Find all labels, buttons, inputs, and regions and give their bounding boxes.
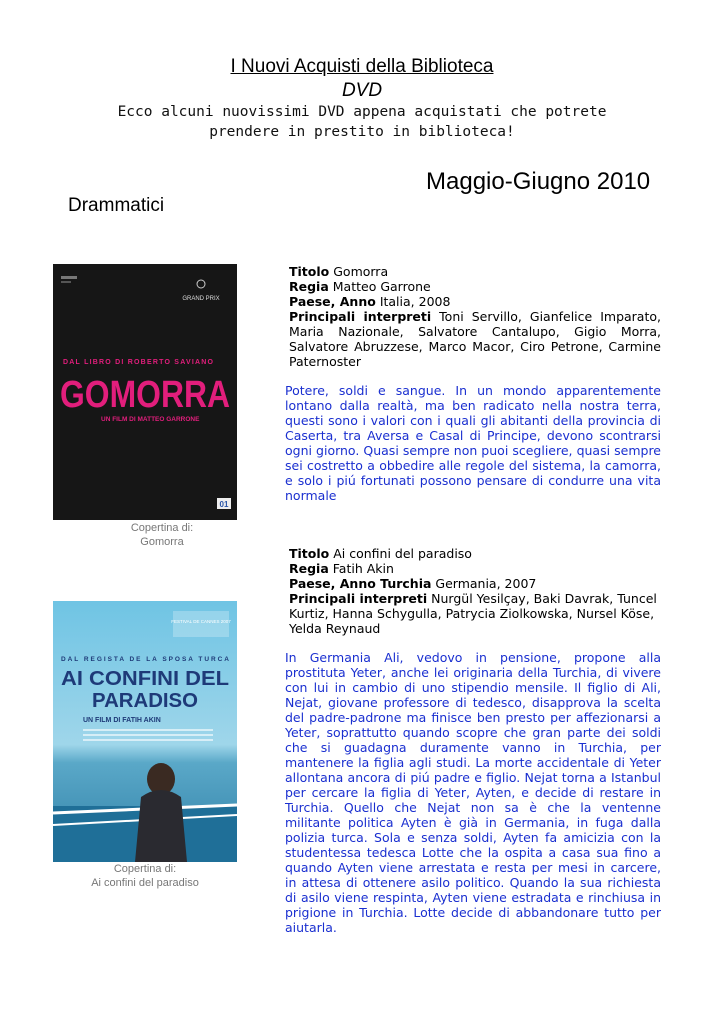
intro-text bbox=[40, 102, 684, 142]
country-row bbox=[289, 294, 661, 309]
title-value: Ai confini del paradiso bbox=[333, 546, 472, 561]
cast-label: Principali interpreti bbox=[289, 591, 428, 606]
director-value: Fatih Akin bbox=[332, 561, 394, 576]
cover-top-text: DAL LIBRO DI ROBERTO SAVIANO bbox=[63, 359, 213, 366]
director-row bbox=[289, 279, 661, 294]
film-info-paradiso bbox=[289, 546, 661, 636]
cover-main-title: GOMORRA bbox=[60, 374, 230, 416]
cover-publisher: 01 bbox=[219, 500, 229, 509]
title-label: Titolo bbox=[289, 264, 330, 279]
cast-row bbox=[289, 309, 661, 369]
country-label: Paese, Anno bbox=[289, 294, 376, 309]
cast-row bbox=[289, 591, 661, 636]
caption-line-1: Copertina di: bbox=[113, 863, 177, 875]
film-info-gomorra bbox=[289, 264, 661, 369]
cast-value: Toni Servillo, Gianfelice Imparato, Maria Nazionale, Salvatore Cantalupo, Gigio Morra, Salvatore Abruzzese, Marco Macor, Ciro Petrone, Carmine Paternoster bbox=[289, 309, 661, 369]
caption-paradiso bbox=[53, 862, 237, 890]
cover-gomorra-art bbox=[53, 264, 237, 520]
director-value: Matteo Garrone bbox=[332, 279, 431, 294]
page-subtitle: DVD bbox=[341, 80, 383, 101]
cover-gomorra bbox=[53, 264, 237, 520]
title-value: Gomorra bbox=[333, 264, 389, 279]
cover-bottom-text: UN FILM DI MATTEO GARRONE bbox=[101, 416, 200, 423]
director-label: Regia bbox=[289, 561, 329, 576]
page-title: I Nuovi Acquisti della Biblioteca bbox=[230, 56, 494, 77]
director-row bbox=[289, 561, 661, 576]
title-row bbox=[289, 264, 661, 279]
cast-label: Principali interpreti bbox=[289, 309, 432, 324]
caption-gomorra bbox=[53, 521, 271, 549]
cover-top-text: DAL REGISTA DE LA SPOSA TURCA bbox=[61, 656, 229, 663]
cover-festival: FESTIVAL DE CANNES 2007 bbox=[171, 619, 231, 624]
cover-main-line-2: PARADISO bbox=[92, 690, 198, 712]
synopsis-paradiso: In Germania Ali, vedovo in pensione, propone alla prostituta Yeter, anche lei originaria della Turchia, di vivere con lui in cambio di uno stipendio mensile. Il figlio di Ali, Nejat, giovane professore di tedesco, disapprova la scelta del padre-padrone ma finisce ben presto per affezionarsi a Yeter, soprattutto quando scopre che gran parte dei soldi che si guadagna duramente vanno in Turchia, per mantenere la figlia agli studi. La morte accidentale di Yeter allontana ancora di piú padre e figlio. Nejat torna a Istanbul per cercare la figlia di Yeter, Ayten, e decide di restare in Turchia. Quello che Nejat non sa è che la ventenne militante politica Ayten è già in Germania, in fuga dalla polizia turca. Sola e senza soldi, Ayten fa amicizia con la studentessa tedesca Lotte che la ospita a casa sua fino a quando Ayten viene arrestata e resta per mesi in carcere, in attesa di ottenere asilo politico. Quando la sua richiesta di asilo viene respinta, Ayten viene estradata e rinchiusa in prigione in Turchia. Lotte decide di abbandonare tutto per aiutarla. bbox=[285, 650, 661, 935]
cast-value: Nurgül Yesilçay, Baki Davrak, Tuncel Kurtiz, Hanna Schygulla, Patrycia Ziolkowska, Nursel Köse, Yelda Reynaud bbox=[289, 591, 657, 636]
director-label: Regia bbox=[289, 279, 329, 294]
intro-line-1: Ecco alcuni nuovissimi DVD appena acquistati che potrete bbox=[117, 104, 607, 120]
cover-main-line-1: AI CONFINI DEL bbox=[61, 668, 229, 690]
cover-paradiso bbox=[53, 601, 237, 862]
title-row bbox=[289, 546, 661, 561]
section-heading: Drammatici bbox=[68, 195, 165, 216]
synopsis-gomorra: Potere, soldi e sangue. In un mondo apparentemente lontano dalla realtà, ma ben radicato nella nostra terra, questi sono i valori con i quali gli abitanti della provincia di Caserta, tra Aversa e Casal di Principe, devono scontrarsi ogni giorno. Quasi sempre non puoi scegliere, quasi sempre sei costretto a obbedire alle regole del sistema, la camorra, e solo i piú fortunati possono pensare di condurre una vita normale bbox=[285, 383, 661, 503]
caption-line-2: Gomorra bbox=[140, 536, 184, 548]
title-label: Titolo bbox=[289, 546, 330, 561]
caption-line-1: Copertina di: bbox=[130, 522, 194, 534]
caption-line-2: Ai confini del paradiso bbox=[91, 877, 199, 889]
cover-bottom-text: UN FILM DI FATIH AKIN bbox=[83, 717, 161, 724]
issue-date: Maggio-Giugno 2010 bbox=[426, 168, 651, 195]
country-row bbox=[289, 576, 661, 591]
country-value: Italia, 2008 bbox=[379, 294, 451, 309]
cover-paradiso-art bbox=[53, 601, 237, 862]
cover-award: GRAND PRIX bbox=[182, 296, 220, 302]
country-label: Paese, Anno Turchia bbox=[289, 576, 432, 591]
intro-line-2: prendere in prestito in biblioteca! bbox=[209, 124, 515, 140]
country-value: Germania, 2007 bbox=[435, 576, 537, 591]
